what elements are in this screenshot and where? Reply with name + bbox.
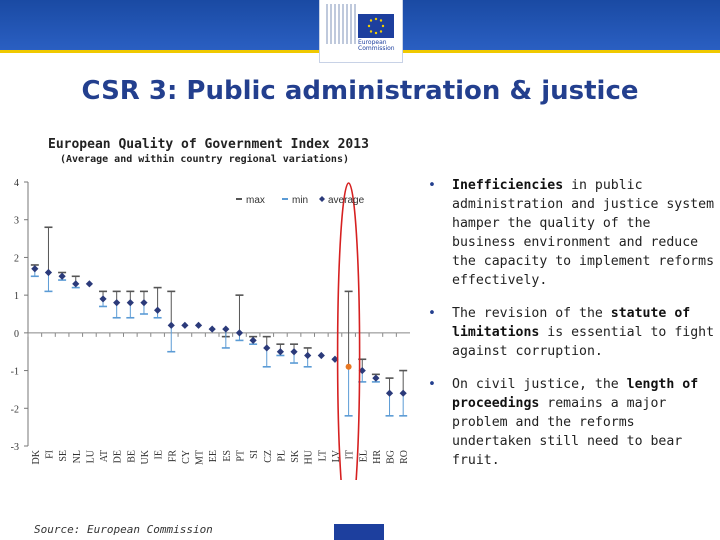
- average-point: [290, 348, 297, 355]
- average-point: [59, 273, 66, 280]
- average-point: [222, 325, 229, 332]
- average-point-highlight: [346, 364, 352, 370]
- quality-of-government-chart: [0, 170, 420, 480]
- chart-title: European Quality of Government Index 2013: [48, 137, 369, 152]
- legend-min-label: min: [292, 195, 309, 206]
- bullet-list: [424, 176, 714, 484]
- bullet-dot-icon: •: [428, 178, 436, 193]
- footer-eu-flag-icon: [334, 524, 384, 540]
- x-tick-label: HR: [371, 450, 383, 464]
- y-tick-label: -3: [10, 442, 19, 453]
- bullet-text: The revision of the: [452, 306, 611, 321]
- average-point: [209, 325, 216, 332]
- bullet-emphasis: length of proceedings: [452, 377, 699, 411]
- bullet-dot-icon: •: [428, 377, 436, 392]
- average-point: [304, 352, 311, 359]
- y-tick-label: 0: [14, 328, 19, 340]
- bullet-emphasis: Inefficiencies: [452, 178, 564, 193]
- x-tick-label: NL: [71, 450, 83, 464]
- x-tick-label: BG: [385, 450, 397, 464]
- x-tick-label: DE: [112, 450, 124, 464]
- x-tick-label: IT: [344, 450, 356, 460]
- average-point: [195, 322, 202, 329]
- eu-flag-icon: [358, 14, 394, 38]
- x-tick-label: SK: [290, 450, 302, 463]
- eu-stars-icon: [358, 14, 394, 38]
- bullet-item: [424, 176, 714, 290]
- legend-max-label: max: [246, 195, 265, 206]
- x-tick-label: MT: [194, 450, 206, 465]
- bullet-text: in public administration and justice system hamper the quality of the business environment and reduce the capacity to implement reforms effectively.: [452, 178, 715, 288]
- x-tick-label: AT: [99, 450, 111, 463]
- berlaymont-building-icon: [326, 4, 356, 44]
- average-point: [45, 269, 52, 276]
- source-note: Source: European Commission: [34, 523, 213, 536]
- average-point: [154, 307, 161, 314]
- x-tick-label: ES: [221, 450, 233, 462]
- bullet-text: On civil justice, the: [452, 377, 627, 392]
- average-point: [181, 322, 188, 329]
- average-point: [386, 390, 393, 397]
- average-point: [127, 299, 134, 306]
- logo-text-line1: European: [358, 39, 387, 46]
- x-tick-label: PL: [276, 450, 288, 462]
- y-tick-label: 1: [14, 291, 19, 303]
- average-point: [86, 280, 93, 287]
- average-point: [113, 299, 120, 306]
- average-point: [140, 299, 147, 306]
- bullet-text: is essential to fight against corruption.: [452, 325, 715, 359]
- bullet-item: [424, 304, 714, 361]
- x-tick-label: DK: [30, 450, 42, 465]
- x-tick-label: EL: [358, 450, 370, 463]
- y-tick-label: 2: [14, 253, 19, 265]
- bullet-item: [424, 375, 714, 470]
- y-tick-label: -1: [10, 366, 19, 378]
- average-point: [250, 337, 257, 344]
- average-point: [99, 295, 106, 302]
- average-point: [318, 352, 325, 359]
- logo-caption: [358, 40, 395, 52]
- average-point: [31, 265, 38, 272]
- bullet-dot-icon: •: [428, 306, 436, 321]
- average-point: [400, 390, 407, 397]
- european-commission-logo: [320, 0, 402, 62]
- x-tick-label: RO: [399, 450, 411, 464]
- y-tick-label: 4: [14, 178, 19, 189]
- x-tick-label: CY: [180, 450, 192, 464]
- x-tick-label: UK: [139, 450, 151, 465]
- legend-average-label: average: [328, 195, 365, 206]
- bullet-text: remains a major problem and the reforms undertaken still need to bear fruit.: [452, 396, 683, 468]
- average-point: [236, 329, 243, 336]
- y-tick-label: -2: [10, 404, 19, 416]
- page-title: CSR 3: Public administration & justice: [81, 76, 639, 106]
- x-tick-label: IE: [153, 450, 165, 460]
- average-point: [277, 348, 284, 355]
- x-tick-label: SI: [249, 450, 261, 459]
- x-tick-label: SE: [58, 450, 70, 462]
- x-tick-label: LV: [330, 450, 342, 463]
- average-point: [372, 375, 379, 382]
- chart-subtitle: (Average and within country regional variations): [60, 154, 349, 165]
- average-point: [72, 280, 79, 287]
- x-tick-label: PT: [235, 450, 247, 462]
- x-tick-label: EE: [208, 450, 220, 463]
- x-tick-label: HU: [303, 450, 315, 465]
- average-point: [263, 344, 270, 351]
- x-tick-label: FR: [167, 450, 179, 463]
- x-tick-label: LU: [85, 450, 97, 464]
- logo-text-line2: Commission: [358, 45, 395, 52]
- legend-average-swatch: [319, 196, 325, 202]
- x-tick-label: CZ: [262, 450, 274, 463]
- bullet-emphasis: statute of limitations: [452, 306, 691, 340]
- x-tick-label: FI: [44, 450, 56, 459]
- x-tick-label: BE: [126, 450, 138, 463]
- average-point: [168, 322, 175, 329]
- x-tick-label: LT: [317, 450, 329, 462]
- y-tick-label: 3: [14, 215, 19, 227]
